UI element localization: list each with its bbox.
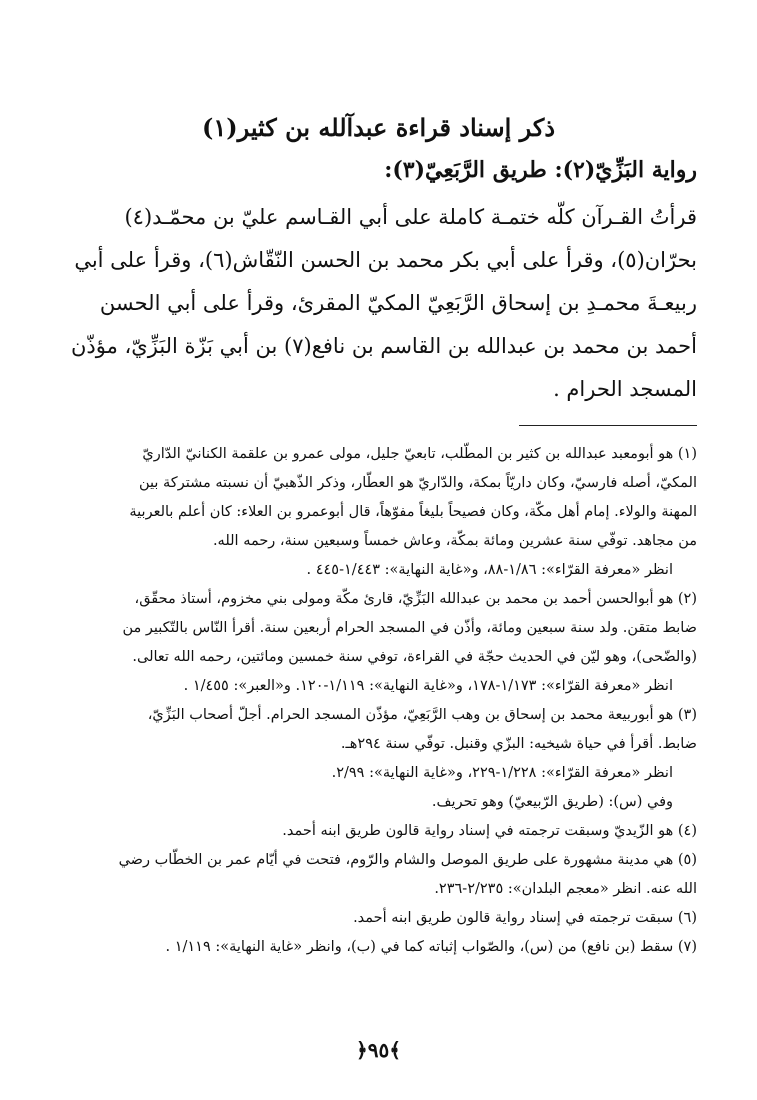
footnote-line: ضابط متقن. ولد سنة سبعين ومائة، وأذّن في المسجد الحرام أربعين سنة. أقرأ النّاس بالتّكبير من [122, 620, 697, 636]
footnote-line: (٧) سقط (بن نافع) من (س)، والصّواب إثباته كما في (ب)، وانظر «غاية النهاية»: ١/١١٩ . [165, 939, 697, 955]
footnote-line: ضابط. أقرأ في حياة شيخيه: البزّي وقنبل. توفّي سنة ٢٩٤هـ. [340, 736, 697, 752]
footnotes [60, 440, 697, 962]
footnote-source: انظر «معرفة القرّاء»: ١/٨٦-٨٨، و«غاية النهاية»: ١/٤٤٣-٤٤٥ . [306, 562, 673, 578]
main-paragraph [60, 196, 697, 411]
footnote-line: (٦) سبقت ترجمته في إسناد رواية قالون طريق ابنه أحمد. [353, 910, 697, 926]
footnote-line: المهنة والولاء. إمام أهل مكّة، وكان فصيحاً بليغاً مفوّهاً، قال أبوعمرو بن العلاء: كان أعلم بالعربية [129, 504, 697, 520]
footnote-line: (٣) هو أبوربيعة محمد بن إسحاق بن وهب الرَّبَعِيّ، مؤذّن المسجد الحرام. أجلّ أصحاب البَزِّيّ، [147, 707, 697, 723]
page-number: ﴿٩٥﴾ [356, 1038, 401, 1062]
footnote-3 [60, 701, 697, 817]
footnote-line: (٥) هي مدينة مشهورة على طريق الموصل والشام والرّوم، فتحت في أيّام عمر بن الخطّاب رضي [118, 852, 697, 868]
footnote-source: انظر «معرفة القرّاء»: ١/٢٢٨-٢٢٩، و«غاية النهاية»: ٢/٩٩. [331, 765, 673, 781]
section-heading: ذكر إسناد قراءة عبدآلله بن كثير(١) [201, 113, 556, 142]
footnote-extra: وفي (س): (طريق الرّبيعيّ) وهو تحريف. [431, 794, 673, 810]
footnote-separator [519, 425, 697, 426]
footnote-7 [60, 933, 697, 962]
footnote-4 [60, 817, 697, 846]
footnote-line: (١) هو أبومعبد عبدالله بن كثير بن المطّلب، تابعيّ جليل، مولى عمرو بن علقمة الكنانيّ الدّاريّ [142, 446, 697, 462]
section-subheading: رواية البَزِّيّ(٢): طريق الرَّبَعِيّ(٣): [384, 157, 697, 183]
footnote-line: (٢) هو أبوالحسن أحمد بن محمد بن عبدالله البَزِّيّ، قارئ مكّة ومولى بني مخزوم، أستاذ محقّق، [134, 591, 697, 607]
paragraph-line: أحمد بن محمد بن عبدالله بن القاسم بن نافع(٧) بن أبي بَزّة البَزِّيّ، مؤذّن [70, 334, 697, 358]
footnote-2 [60, 585, 697, 701]
footnote-line: من مجاهد. توفّي سنة عشرين ومائة بمكّة، وعاش خمساً وسبعين سنة، رحمه الله. [212, 533, 697, 549]
footnote-line: (والضّحى)، وهو ليّن في الحديث حجّة في القراءة، توفي سنة خمسين ومائتين، رحمه الله تعالى. [132, 649, 697, 665]
footnote-1 [60, 440, 697, 585]
paragraph-line: ربيعـةَ محمـدِ بن إسحاق الرَّبَعِيّ المكيّ المقرئ، وقرأ على أبي الحسن [99, 291, 697, 315]
footnote-line: المكيّ، أصله فارسيّ، وكان داريّاً بمكة، والدّاريّ هو العطّار، وذكر الذّهبيّ أن نسبته مشتركة بين [138, 475, 697, 491]
paragraph-line: قرأتُ القـرآن كلّه ختمـة كاملة على أبي القـاسم عليّ بن محمّـد(٤) [124, 205, 697, 229]
footnote-line: الله عنه. انظر «معجم البلدان»: ٢/٢٣٥-٢٣٦. [434, 881, 697, 897]
footnote-6 [60, 904, 697, 933]
footnote-5 [60, 846, 697, 904]
footnote-line: (٤) هو الزّيديّ وسبقت ترجمته في إسناد رواية قالون طريق ابنه أحمد. [282, 823, 697, 839]
footnote-source: انظر «معرفة القرّاء»: ١/١٧٣-١٧٨، و«غاية النهاية»: ١/١١٩-١٢٠. و«العبر»: ١/٤٥٥ . [183, 678, 673, 694]
paragraph-line: المسجد الحرام . [553, 377, 697, 401]
paragraph-line: بحرّان(٥)، وقرأ على أبي بكر محمد بن الحسن النّقّاش(٦)، وقرأ على أبي [74, 248, 697, 272]
